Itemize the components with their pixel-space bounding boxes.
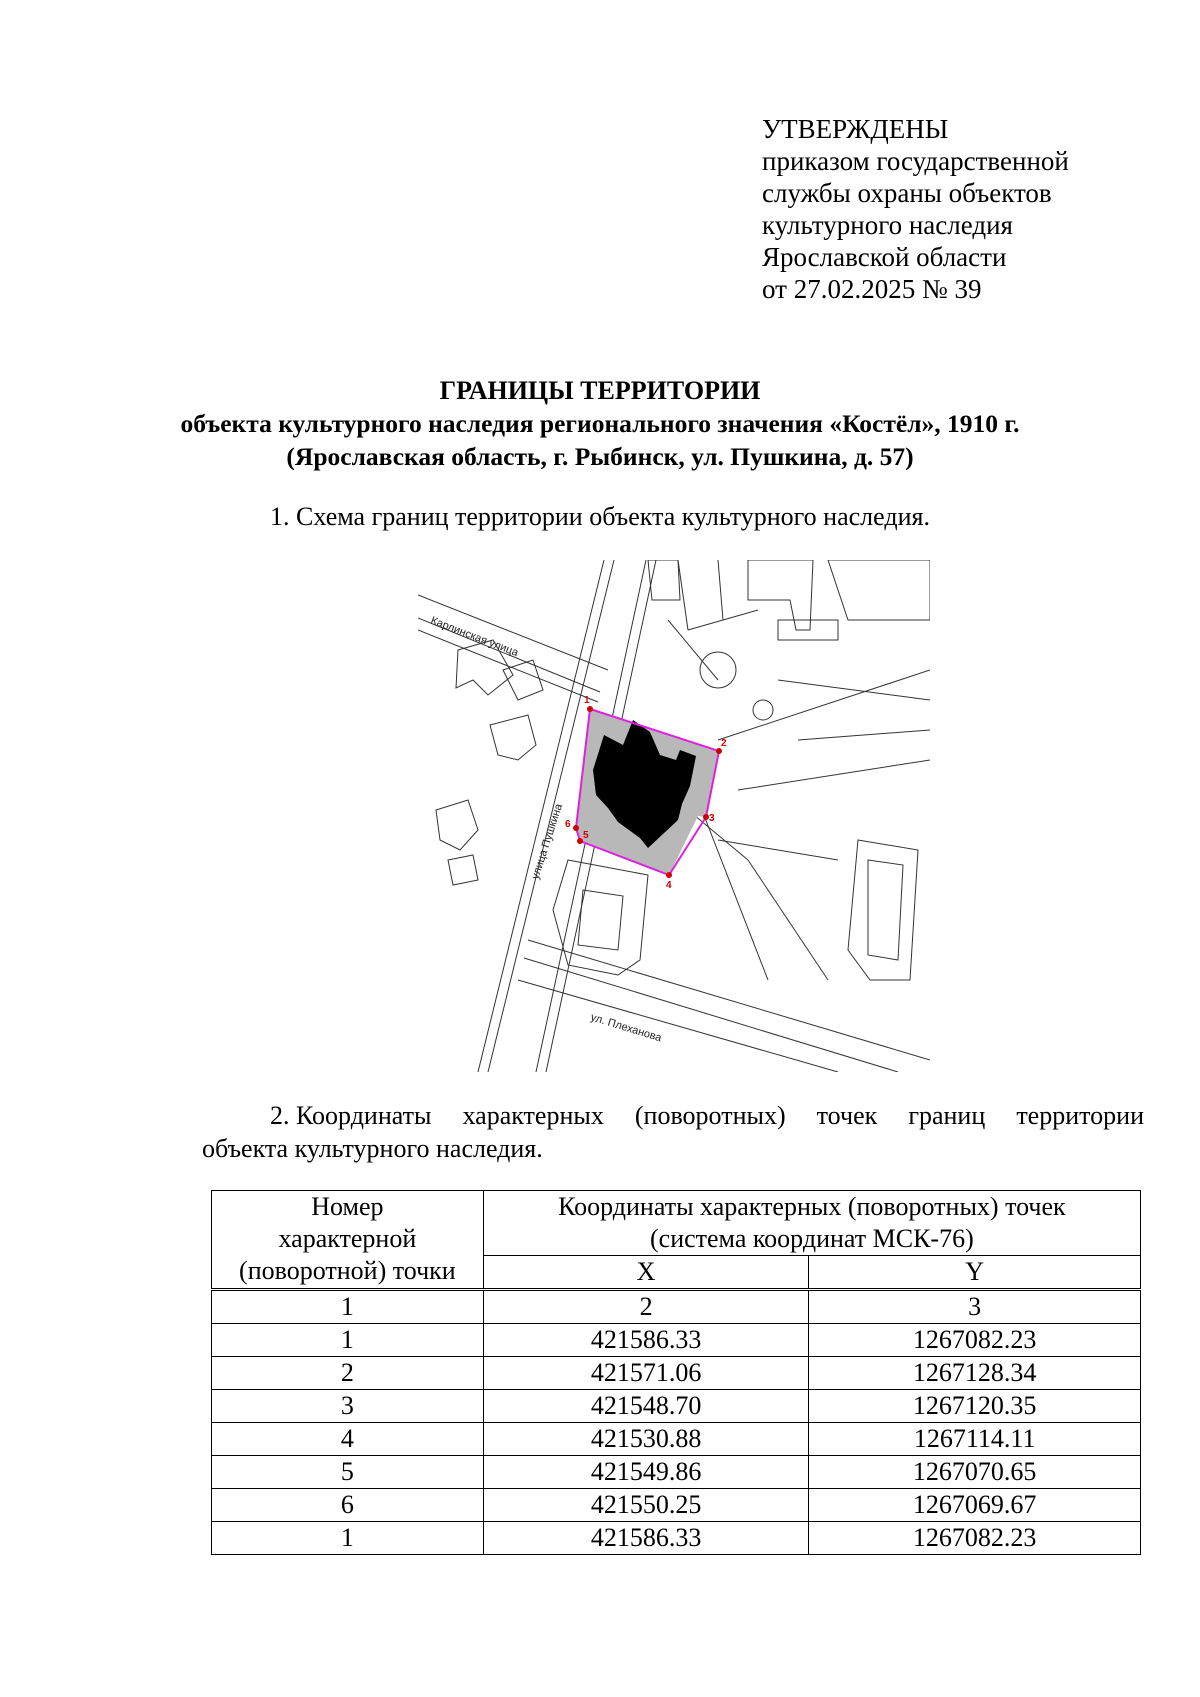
header-line: характерной [278,1224,417,1253]
table-cell: 1267069.67 [809,1489,1141,1522]
heading-word: границ [908,1101,986,1130]
point-label-3: 3 [709,813,715,824]
approval-line: службы охраны объектов [762,178,1052,208]
point-label-2: 2 [721,738,727,749]
header-point-number [212,1191,484,1290]
table-cell: 6 [212,1489,484,1522]
approval-line: от 27.02.2025 № 39 [762,274,982,304]
point-label-1: 1 [584,695,590,706]
table-cell: 1267070.65 [809,1456,1141,1489]
document-title [0,374,1200,473]
section-2-heading-line-2: объекта культурного наследия. [202,1134,543,1163]
table-cell: 1 [212,1324,484,1357]
street-label-plekhanova: ул. Плеханова [589,1011,663,1045]
table-cell: 3 [809,1290,1141,1324]
table-cell: 5 [212,1456,484,1489]
heading-word: 2. Координаты [270,1101,432,1130]
table-row [212,1456,1141,1489]
table-cell: 1 [212,1522,484,1555]
table-row [212,1324,1141,1357]
header-line: Номер [311,1192,384,1221]
table-cell: 1 [212,1290,484,1324]
section-2-heading-line-1 [202,1099,1144,1132]
boundary-map [418,560,930,1072]
point-label-4: 4 [666,880,672,891]
point-label-6: 6 [565,819,571,830]
table-cell: 421571.06 [483,1357,809,1390]
table-cell: 421586.33 [483,1324,809,1357]
title-line-1: ГРАНИЦЫ ТЕРРИТОРИИ [439,376,761,405]
header-coordinates [483,1191,1140,1256]
table-numbering-row [212,1290,1141,1324]
header-x: X [483,1256,809,1290]
table-cell: 421548.70 [483,1390,809,1423]
header-y: Y [809,1256,1141,1290]
heading-word: территории [1016,1101,1144,1130]
title-line-3: (Ярославская область, г. Рыбинск, ул. Пушкина, д. 57) [286,442,914,471]
title-line-2: объекта культурного наследия регионального значения «Костёл», 1910 г. [180,409,1020,438]
table-cell: 3 [212,1390,484,1423]
point-label-5: 5 [583,830,589,841]
approval-block [762,113,1069,305]
header-line: (система координат МСК-76) [650,1224,974,1253]
table-row [212,1522,1141,1555]
table-row [212,1489,1141,1522]
table-row [212,1390,1141,1423]
approval-line: культурного наследия [762,210,1013,240]
header-line: (поворотной) точки [239,1256,456,1285]
table-cell: 1267120.35 [809,1390,1141,1423]
heading-word: точек [816,1101,878,1130]
table-cell: 2 [212,1357,484,1390]
coordinates-table [211,1190,1141,1555]
section-1-heading: 1. Схема границ территории объекта культурного наследия. [270,502,930,531]
approval-line: Ярославской области [762,242,1007,272]
table-cell: 1267114.11 [809,1423,1141,1456]
header-line: Координаты характерных (поворотных) точек [558,1192,1066,1221]
table-header-row [212,1191,1141,1256]
table-cell: 2 [483,1290,809,1324]
street-label-karlinskaya: Карлинская улица [428,614,520,660]
street-label-pushkina: улица Пушкина [529,802,566,881]
table-row [212,1357,1141,1390]
table-cell: 421550.25 [483,1489,809,1522]
heading-word: характерных [462,1101,604,1130]
table-cell: 421530.88 [483,1423,809,1456]
approval-line: приказом государственной [762,146,1069,176]
approval-line: УТВЕРЖДЕНЫ [762,114,949,144]
table-cell: 1267082.23 [809,1324,1141,1357]
table-cell: 421549.86 [483,1456,809,1489]
table-cell: 1267128.34 [809,1357,1141,1390]
table-row [212,1423,1141,1456]
table-cell: 1267082.23 [809,1522,1141,1555]
section-2-heading [202,1099,1144,1165]
heading-word: (поворотных) [634,1101,786,1130]
table-cell: 421586.33 [483,1522,809,1555]
table-cell: 4 [212,1423,484,1456]
